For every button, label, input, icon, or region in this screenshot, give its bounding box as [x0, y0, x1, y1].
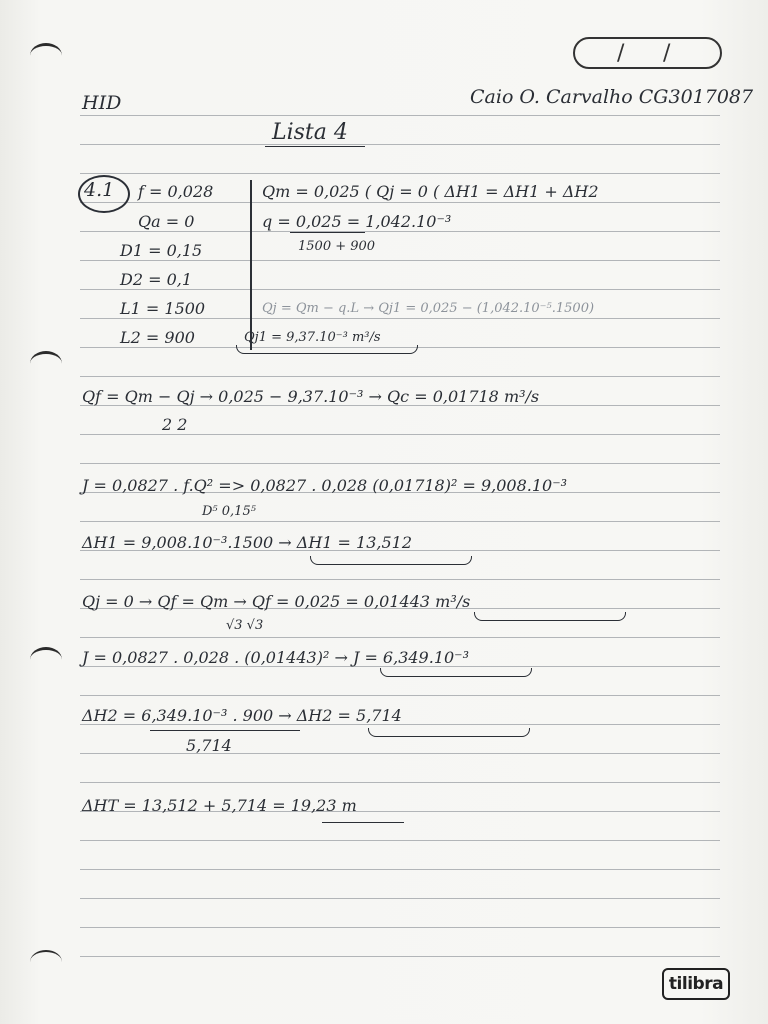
ruled-line: [80, 521, 720, 522]
ruled-line: [80, 782, 720, 783]
calc-q-denominator: 1500 + 900: [298, 239, 376, 254]
ruled-line: [80, 202, 720, 203]
j2-equation: J = 0,0827 . 0,028 . (0,01443)² → J = 6,349.10⁻³: [82, 648, 470, 667]
j-equation: J = 0,0827 . f.Q² => 0,0827 . 0,028 (0,01718)² = 9,008.10⁻³: [82, 476, 568, 495]
ruled-line: [80, 173, 720, 174]
dh2-subvalue: 5,714: [186, 736, 232, 755]
ruled-line: [80, 144, 720, 145]
result-brace: [236, 345, 418, 354]
result-brace: [474, 612, 626, 621]
ruled-line: [80, 434, 720, 435]
qf-equation: Qf = Qm − Qj → 0,025 − 9,37.10⁻³ → Qc = 0,01718 m³/s: [82, 387, 540, 406]
ruled-line: [80, 898, 720, 899]
ruled-line: [80, 753, 720, 754]
given-f: f = 0,028: [138, 182, 214, 201]
ruled-line: [80, 637, 720, 638]
calc-qj1: Qj1 = 9,37.10⁻³ m³/s: [244, 330, 381, 345]
ruled-line: [80, 579, 720, 580]
ruled-line: [80, 869, 720, 870]
qj0-denominator: √3 √3: [226, 618, 264, 633]
ruled-line: [80, 840, 720, 841]
date-slash: /: [617, 41, 625, 66]
dht-equation: ΔHT = 13,512 + 5,714 = 19,23 m: [82, 796, 357, 815]
ruled-line: [80, 376, 720, 377]
ruled-line: [80, 231, 720, 232]
given-d2: D2 = 0,1: [120, 270, 193, 289]
ruled-line: [80, 115, 720, 116]
title-underline: [265, 146, 365, 147]
ruled-line: [80, 260, 720, 261]
ruled-line: [80, 463, 720, 464]
j-denominator: D⁵ 0,15⁵: [202, 504, 256, 519]
ruled-line: [80, 927, 720, 928]
binder-hole: [30, 950, 62, 974]
binder-hole: [30, 351, 62, 376]
given-l1: L1 = 1500: [120, 299, 206, 318]
course-code: HID: [82, 92, 122, 114]
result-brace: [380, 668, 532, 677]
calc-q: q = 0,025 = 1,042.10⁻³: [262, 212, 452, 231]
ruled-line: [80, 318, 720, 319]
fraction-bar: [150, 730, 300, 731]
date-slash: /: [663, 41, 671, 66]
column-divider: [250, 180, 252, 350]
final-underline: [322, 822, 404, 823]
fraction-bar: [290, 232, 365, 233]
given-qa: Qa = 0: [138, 212, 195, 231]
binder-hole: [30, 43, 62, 68]
qj0-equation: Qj = 0 → Qf = Qm → Qf = 0,025 = 0,01443 m³/s: [82, 592, 471, 611]
problem-number: 4.1: [84, 179, 115, 201]
page-title: Lista 4: [272, 120, 348, 145]
date-box: [573, 37, 722, 69]
given-d1: D1 = 0,15: [120, 241, 203, 260]
result-brace: [368, 728, 530, 737]
ruled-line: [80, 695, 720, 696]
result-brace: [310, 556, 472, 565]
given-l2: L2 = 900: [120, 328, 195, 347]
dh2-equation: ΔH2 = 6,349.10⁻³ . 900 → ΔH2 = 5,714: [82, 706, 402, 725]
brand-logo: tilibra: [662, 968, 730, 1000]
ruled-line: [80, 956, 720, 957]
qf-denominator: 2 2: [162, 415, 188, 434]
calc-qm: Qm = 0,025 ( Qj = 0 ( ΔH1 = ΔH1 + ΔH2: [262, 182, 599, 201]
dh1-equation: ΔH1 = 9,008.10⁻³.1500 → ΔH1 = 13,512: [82, 533, 413, 552]
binder-hole: [30, 647, 62, 672]
author-name: Caio O. Carvalho CG3017087: [470, 86, 754, 108]
ruled-line: [80, 289, 720, 290]
calc-qj: Qj = Qm − q.L → Qj1 = 0,025 − (1,042.10⁻⁵.1500): [262, 301, 595, 316]
